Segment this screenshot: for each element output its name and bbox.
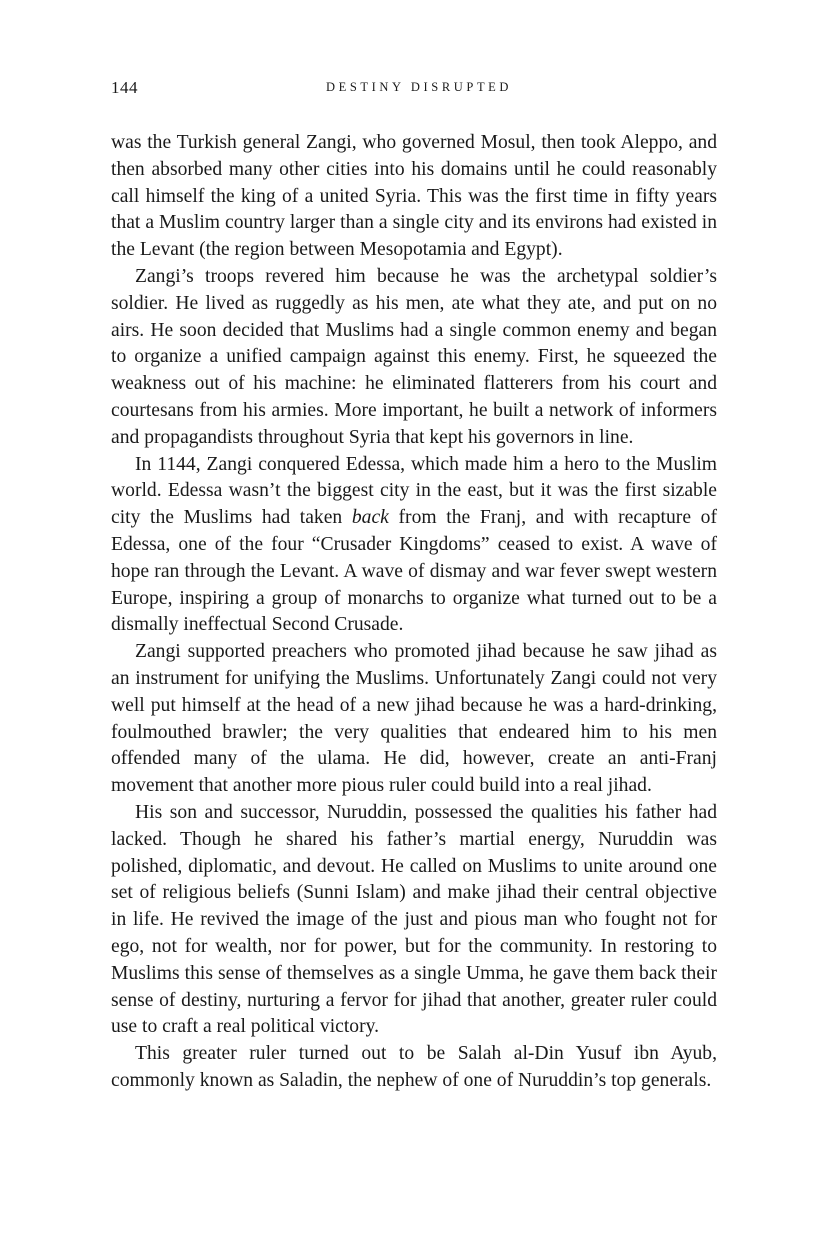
- running-header: [111, 78, 717, 102]
- emphasis-back: back: [351, 507, 389, 529]
- paragraph-zangi-troops: Zangi’s troops revered him because he was the archetypal soldier’s soldier. He lived as ruggedly as his men, ate what they ate, and put on no airs. He soon decided that Muslims had a single common enemy and began to organize a unified campaign against this enemy. First, he squeezed the weakness out of his machine: he eliminated flatterers from his court and courtesans from his armies. More important, he built a network of informers and propagandists throughout Syria that kept his governors in line.: [111, 265, 717, 448]
- page-number: 144: [111, 78, 138, 97]
- paragraph-saladin: This greater ruler turned out to be Salah al-Din Yusuf ibn Ayub, commonly known as Saladin, the nephew of one of Nuruddin’s top generals.: [111, 1043, 717, 1091]
- paragraph-edessa-part-2: from the Franj, and with recapture of Edessa, one of the four “Crusader Kingdoms” ceased to exist. A wave of hope ran through the Levant. A wave of dismay and war fever swept western Europe, inspiring a group of monarchs to organize what turned out to be a dismally ineffectual Second Crusade.: [111, 507, 717, 636]
- body-text: [111, 130, 717, 1095]
- paragraph-edessa: [111, 452, 717, 640]
- paragraph-jihad-preachers: Zangi supported preachers who promoted jihad because he saw jihad as an instrument for unifying the Muslims. Unfortunately Zangi could not very well put himself at the head of a new jihad because he was a hard-drinking, foulmouthed brawler; the very qualities that endeared him to his men offended many of the ulama. He did, however, create an anti-Franj movement that another more pious ruler could build into a real jihad.: [111, 641, 717, 797]
- paragraph-continuation: was the Turkish general Zangi, who governed Mosul, then took Aleppo, and then absorbed many other cities into his domains until he could reasonably call himself the king of a united Syria. This was the first time in fifty years that a Muslim country larger than a single city and its environs had existed in the Levant (the region between Mesopotamia and Egypt).: [111, 132, 717, 261]
- book-title: DESTINY DISRUPTED: [325, 80, 513, 94]
- book-page: [111, 0, 717, 1250]
- paragraph-nuruddin: His son and successor, Nuruddin, possessed the qualities his father had lacked. Though he shared his father’s martial energy, Nuruddin was polished, diplomatic, and devout. He called on Muslims to unite around one set of religious beliefs (Sunni Islam) and make jihad their central objective in life. He revived the image of the just and pious man who fought not for ego, not for wealth, nor for power, but for the community. In restoring to Muslims this sense of themselves as a single Umma, he gave them back their sense of destiny, nurturing a fervor for jihad that another, greater ruler could use to craft a real political victory.: [111, 801, 717, 1038]
- paragraph-edessa-part-1: In 1144, Zangi conquered Edessa, which made him a hero to the Muslim world. Edessa wasn’t the biggest city in the east, but it was the first sizable city the Muslims had taken: [111, 453, 717, 529]
